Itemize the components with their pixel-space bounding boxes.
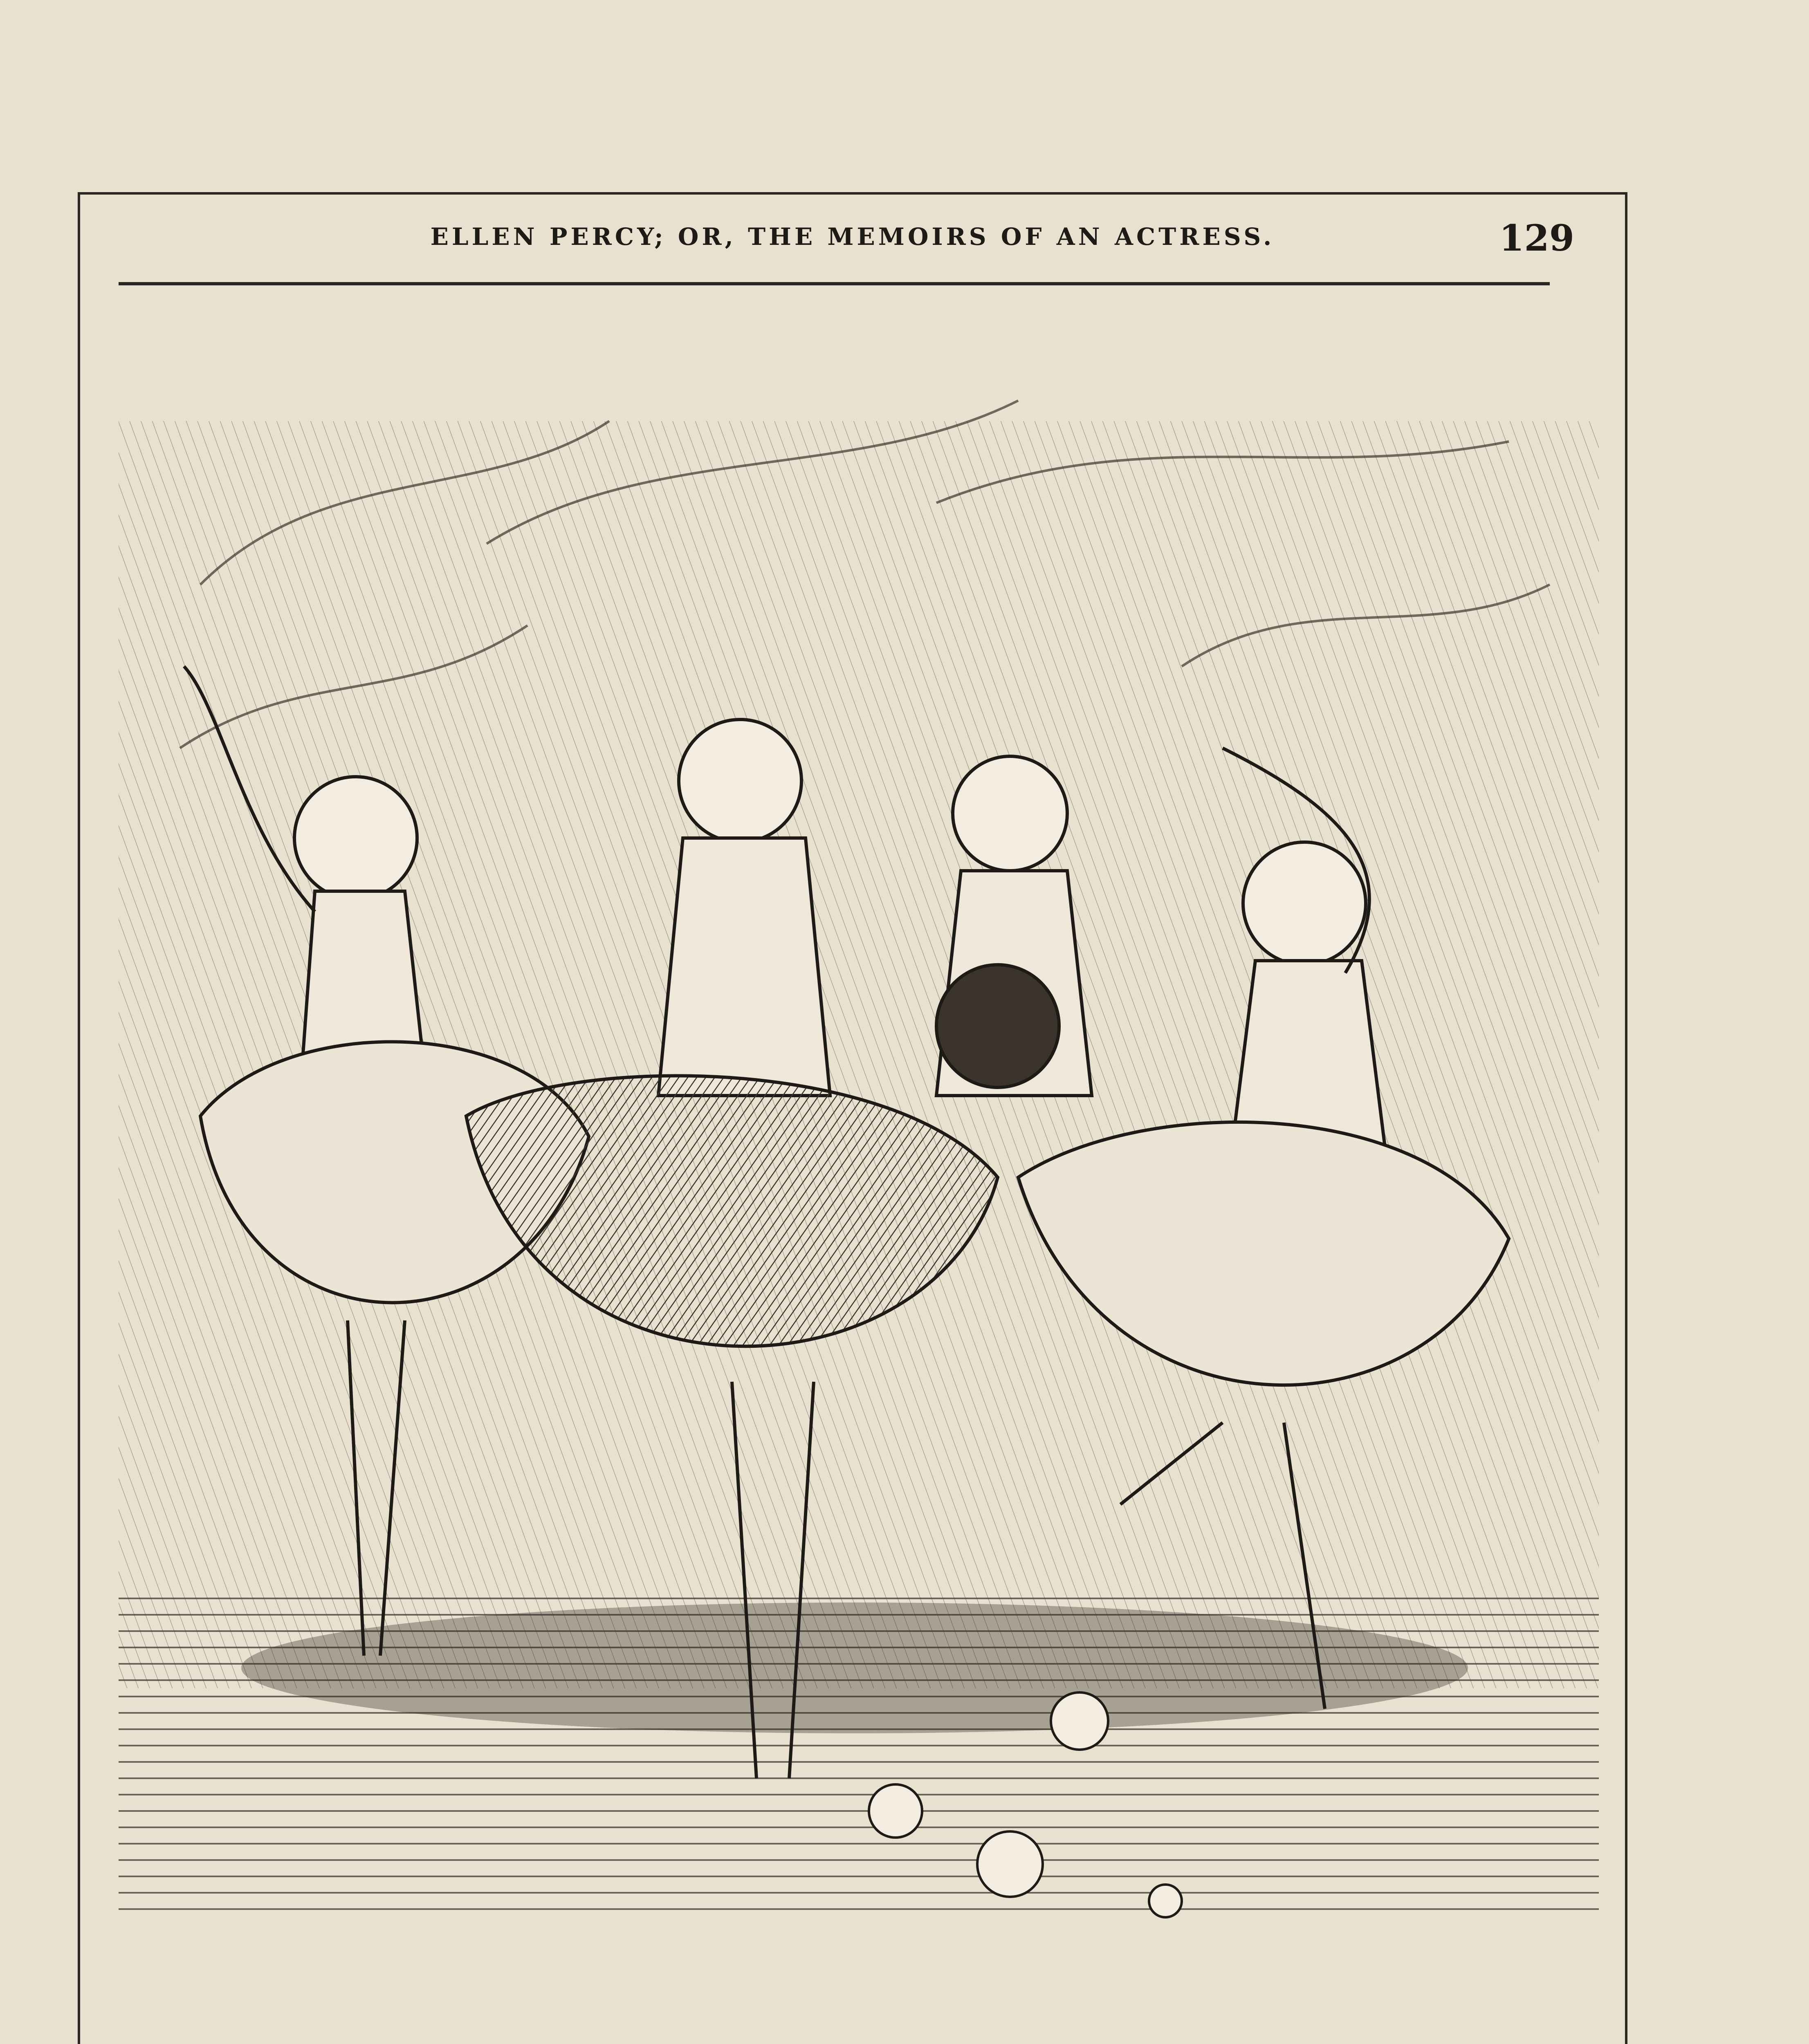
running-title: ELLEN PERCY; OR, THE MEMOIRS OF AN ACTRESS. bbox=[430, 223, 1275, 251]
page-number: 129 bbox=[1499, 217, 1574, 259]
ballet-dancers-illustration bbox=[119, 298, 1599, 2032]
page-header bbox=[78, 213, 1627, 270]
header-rule bbox=[119, 282, 1550, 285]
